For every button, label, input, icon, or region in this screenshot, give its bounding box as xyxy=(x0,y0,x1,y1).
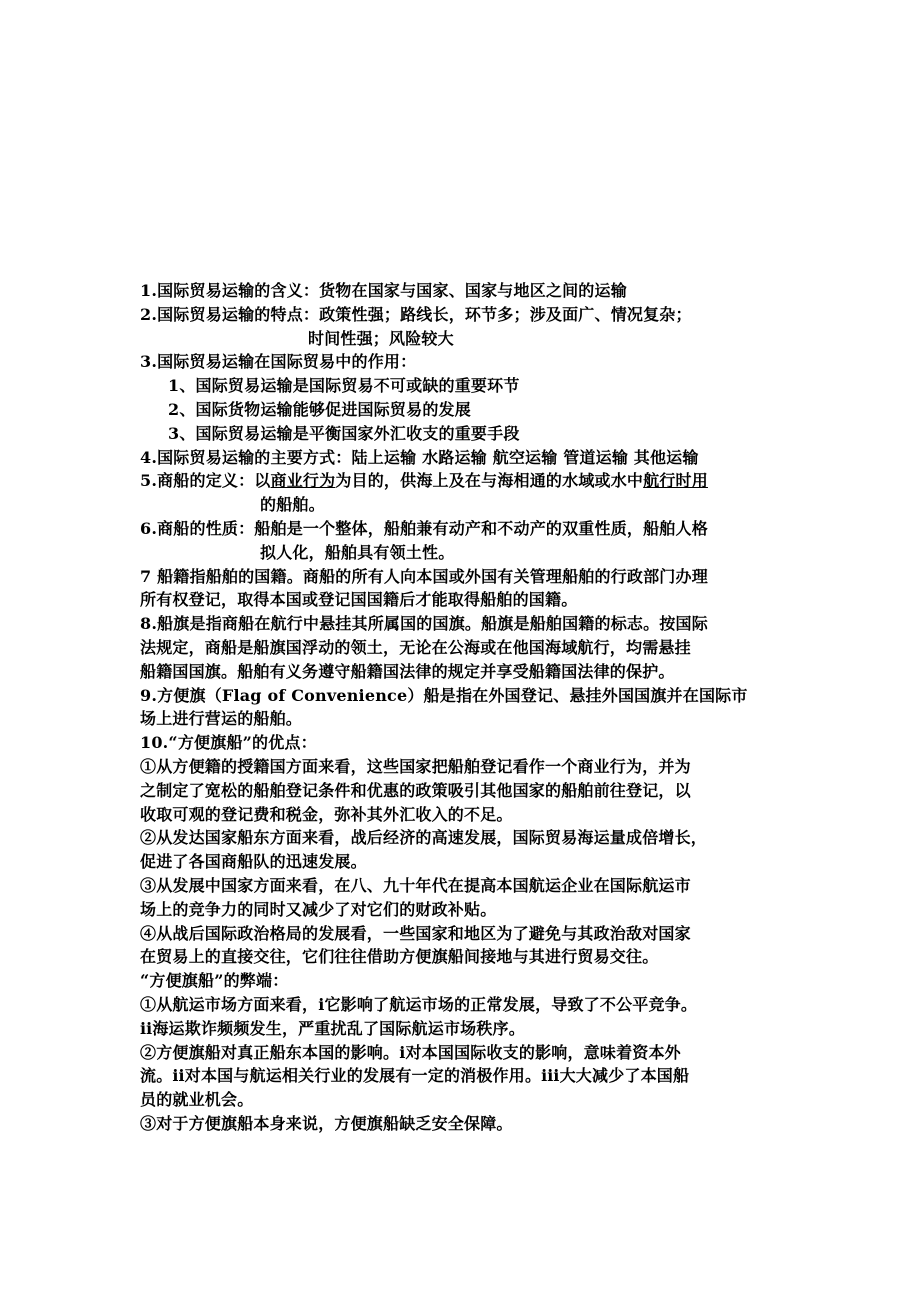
item-8-line-3: 船籍国国旗。船舶有义务遵守船籍国法律的规定并享受船籍国法律的保护。 xyxy=(140,661,675,681)
item-3: 3.国际贸易运输在国际贸易中的作用： xyxy=(140,352,417,372)
advantage-1-line-1: ①从方便籍的授籍国方面来看，这些国家把船舶登记看作一个商业行为，并为 xyxy=(140,756,691,776)
advantage-4-line-2: 在贸易上的直接交往，它们往往借助方便旗船间接地与其进行贸易交往。 xyxy=(140,947,659,967)
item-8-line-1: 8.船旗是指商船在航行中悬挂其所属国的国旗。船旗是船舶国籍的标志。按国际 xyxy=(140,614,708,634)
item-5 xyxy=(140,469,790,493)
disadvantage-1-line-1: ①从航运市场方面来看，ⅰ它影响了航运市场的正常发展，导致了不公平竞争。 xyxy=(140,994,698,1014)
disadvantage-2-line-3: 员的就业机会。 xyxy=(140,1090,254,1110)
item-6-cont: 拟人化，船舶具有领土性。 xyxy=(260,542,455,562)
disadvantage-2-line-1: ②方便旗船对真正船东本国的影响。ⅰ对本国国际收支的影响，意味着资本外 xyxy=(140,1042,681,1062)
advantage-3-line-2: 场上的竞争力的同时又减少了对它们的财政补贴。 xyxy=(140,899,497,919)
advantage-1-line-2: 之制定了宽松的船舶登记条件和优惠的政策吸引其他国家的船舶前往登记，以 xyxy=(140,780,691,800)
item-8-line-2: 法规定，商船是船旗国浮动的领土，无论在公海或在他国海域航行，均需悬挂 xyxy=(140,637,691,657)
item-5-underline-1: 商业行为 xyxy=(270,471,336,491)
advantage-2-line-1: ②从发达国家船东方面来看，战后经济的高速发展，国际贸易海运量成倍增长， xyxy=(140,828,708,848)
disadvantage-2-line-2: 流。ⅱ对本国与航运相关行业的发展有一定的消极作用。ⅲ大大减少了本国船 xyxy=(140,1066,690,1086)
item-2: 2.国际贸易运输的特点：政策性强；路线长，环节多；涉及面广、情况复杂； xyxy=(140,304,692,324)
item-3-sub-2: 2、国际货物运输能够促进国际贸易的发展 xyxy=(168,399,471,419)
item-3-sub-3: 3、国际贸易运输是平衡国家外汇收支的重要手段 xyxy=(168,423,520,443)
advantage-2-line-2: 促进了各国商船队的迅速发展。 xyxy=(140,852,367,872)
advantage-4-line-1: ④从战后国际政治格局的发展看，一些国家和地区为了避免与其政治敌对国家 xyxy=(140,923,691,943)
item-5-cont: 的船舶。 xyxy=(260,495,325,515)
item-9-line-2: 场上进行营运的船舶。 xyxy=(140,709,303,729)
item-5-underline-2: 航行时用 xyxy=(643,471,708,491)
item-3-sub-1: 1、国际贸易运输是国际贸易不可或缺的重要环节 xyxy=(168,376,520,396)
item-7-line-1: 7 船籍指船舶的国籍。商船的所有人向本国或外国有关管理船舶的行政部门办理 xyxy=(140,566,708,586)
advantage-1-line-3: 收取可观的登记费和税金，弥补其外汇收入的不足。 xyxy=(140,804,513,824)
item-1: 1.国际贸易运输的含义：货物在国家与国家、国家与地区之间的运输 xyxy=(140,281,627,300)
disadvantages-heading: “方便旗船”的弊端： xyxy=(140,971,289,991)
item-10-heading: 10.“方便旗船”的优点： xyxy=(140,733,317,753)
item-4: 4.国际贸易运输的主要方式：陆上运输 水路运输 航空运输 管道运输 其他运输 xyxy=(140,447,699,467)
disadvantage-1-line-2: ⅱ海运欺诈频频发生，严重扰乱了国际航运市场秩序。 xyxy=(140,1018,525,1038)
document-body xyxy=(140,279,790,1136)
item-2-cont: 时间性强；风险较大 xyxy=(308,328,454,348)
item-5-mid: 为目的，供海上及在与海相通的水域或水中 xyxy=(335,471,644,491)
item-9-line-1: 9.方便旗（Flag of Convenience）船是指在外国登记、悬挂外国国旗并在国际市 xyxy=(140,685,748,705)
item-6: 6.商船的性质：船舶是一个整体，船舶兼有动产和不动产的双重性质，船舶人格 xyxy=(140,518,708,538)
item-5-lead: 5.商船的定义：以 xyxy=(140,471,271,491)
disadvantage-3: ③对于方便旗船本身来说，方便旗船缺乏安全保障。 xyxy=(140,1113,513,1133)
item-7-line-2: 所有权登记，取得本国或登记国国籍后才能取得船舶的国籍。 xyxy=(140,590,578,610)
advantage-3-line-1: ③从发展中国家方面来看，在八、九十年代在提高本国航运企业在国际航运市 xyxy=(140,875,691,895)
